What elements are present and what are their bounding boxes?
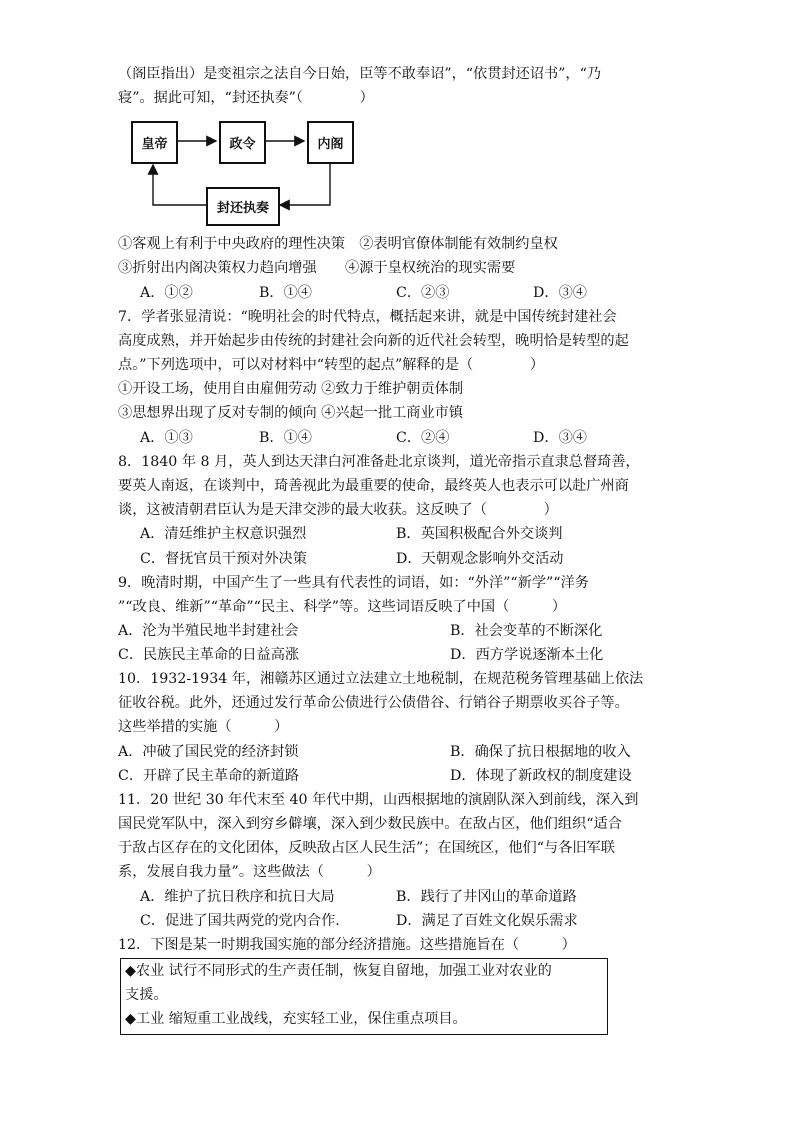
arrow-cabinet-to-return	[280, 163, 330, 205]
diagram-box-return-memorial: 封还执奏	[206, 187, 280, 226]
q11-line-4: 系，发展自我力量”。这些做法（ ）	[118, 864, 381, 880]
q6-option-d: D．③④	[533, 285, 587, 301]
q8-line-1: 8．1840 年 8 月，英人到达天津白河准备赴北京谈判，道光帝指示直隶总督琦善，	[118, 454, 640, 470]
q9-option-d: D．西方学说逐渐本土化	[450, 647, 604, 663]
q11-option-b: B．践行了井冈山的革命道路	[396, 889, 577, 905]
q8-option-a: A．清廷维护主权意识强烈	[140, 526, 307, 542]
q6-items-line-1: ①客观上有利于中央政府的理性决策 ②表明官僚体制能有效制约皇权	[118, 236, 558, 252]
q7-line-2: 高度成熟，并开始起步由传统的封建社会向新的近代社会转型，晚明恰是转型的起	[118, 333, 629, 349]
q7-option-c: C．②④	[396, 430, 450, 446]
q7-line-3: 点。”下列选项中，可以对材料中“转型的起点”解释的是（ ）	[118, 357, 545, 373]
arrow-return-to-emperor	[153, 165, 206, 205]
q7-line-4: ①开设工场，使用自由雇佣劳动 ②致力于维护朝贡体制	[118, 381, 464, 397]
q11-option-d: D．满足了百姓文化娱乐需求	[396, 913, 578, 929]
diagram-box-emperor: 皇帝	[131, 121, 178, 164]
q12-box-line-3: ◆工业 缩短重工业战线，充实轻工业，保住重点项目。	[125, 1011, 467, 1027]
q10-option-c: C．开辟了民主革命的新道路	[118, 768, 300, 784]
q11-line-2: 国民党军队中，深入到穷乡僻壤，深入到少数民族中。在敌占区，他们组织“适合	[118, 816, 622, 832]
diagram-box-decree: 政令	[219, 121, 266, 164]
q9-option-b: B．社会变革的不断深化	[450, 623, 603, 639]
q7-option-a: A．①③	[140, 430, 193, 446]
q9-option-c: C．民族民主革命的日益高涨	[118, 647, 300, 663]
q7-option-b: B．①④	[259, 430, 312, 446]
q9-line-2: ”“改良、维新”“革命”“民主、科学”等。这些词语反映了中国（ ）	[118, 599, 567, 615]
q6-option-c: C．②③	[396, 285, 450, 301]
q9-option-a: A．沦为半殖民地半封建社会	[118, 623, 299, 639]
q12-box-line-2: 支援。	[125, 987, 168, 1003]
q11-line-1: 11．20 世纪 30 年代末至 40 年代中期，山西根据地的演剧队深入到前线，深入到	[118, 792, 639, 808]
diagram-box-cabinet: 内阁	[307, 121, 354, 164]
q8-option-b: B．英国积极配合外交谈判	[396, 526, 563, 542]
q6-option-b: B．①④	[259, 285, 312, 301]
q10-option-a: A．冲破了国民党的经济封锁	[118, 744, 299, 760]
q10-line-2: 征收谷税。此外，还通过发行革命公债进行公债借谷、行销谷子期票收买谷子等。	[118, 695, 629, 711]
q11-line-3: 于敌占区存在的文化团体，反映敌占区人民生活”；在国统区，他们“与各旧军联	[118, 840, 615, 856]
q7-line-1: 7．学者张显清说：“晚明社会的时代特点，概括起来讲，就是中国传统封建社会	[118, 309, 617, 325]
q11-option-c: C．促进了国共两党的党内合作.	[140, 913, 340, 929]
q8-line-3: 谈，这被清朝君臣认为是天津交涉的最大收获。这反映了（ ）	[118, 502, 558, 518]
q11-option-a: A．维护了抗日秩序和抗日大局	[140, 889, 335, 905]
q10-line-1: 10．1932-1934 年，湘赣苏区通过立法建立土地税制，在规范税务管理基础上依法	[118, 671, 644, 687]
q7-option-d: D．③④	[533, 430, 587, 446]
q12-stem: 12．下图是某一时期我国实施的部分经济措施。这些措施旨在（ ）	[118, 937, 576, 953]
q9-line-1: 9．晚清时期，中国产生了一些具有代表性的词语，如：“外洋”“新学”“洋务	[118, 575, 589, 591]
q10-line-3: 这些举措的实施（ ）	[118, 719, 289, 735]
q6-option-a: A．①②	[140, 285, 193, 301]
q7-line-5: ③思想界出现了反对专制的倾向 ④兴起一批工商业市镇	[118, 405, 464, 421]
q10-option-d: D．体现了新政权的制度建设	[450, 768, 632, 784]
q8-option-c: C．督抚官员干预对外决策	[140, 551, 307, 567]
q6-items-line-2: ③折射出内阁决策权力趋向增强 ④源于皇权统治的现实需要	[118, 260, 516, 276]
q6-stem-line-1: （阁臣指出）是变祖宗之法自今日始，臣等不敢奉诏”，“依贯封还诏书”，“乃	[118, 66, 602, 82]
q8-option-d: D．天朝观念影响外交活动	[396, 551, 564, 567]
q12-box-line-1: ◆农业 试行不同形式的生产责任制，恢复自留地，加强工业对农业的	[125, 963, 552, 979]
q6-flow-arrows	[0, 0, 793, 240]
q8-line-2: 要英人南返，在谈判中，琦善视此为最重要的使命，最终英人也表示可以赴广州商	[118, 478, 629, 494]
q10-option-b: B．确保了抗日根据地的收入	[450, 744, 631, 760]
q6-stem-line-2: 寝”。据此可知，“封还执奏”（ ）	[118, 90, 374, 106]
